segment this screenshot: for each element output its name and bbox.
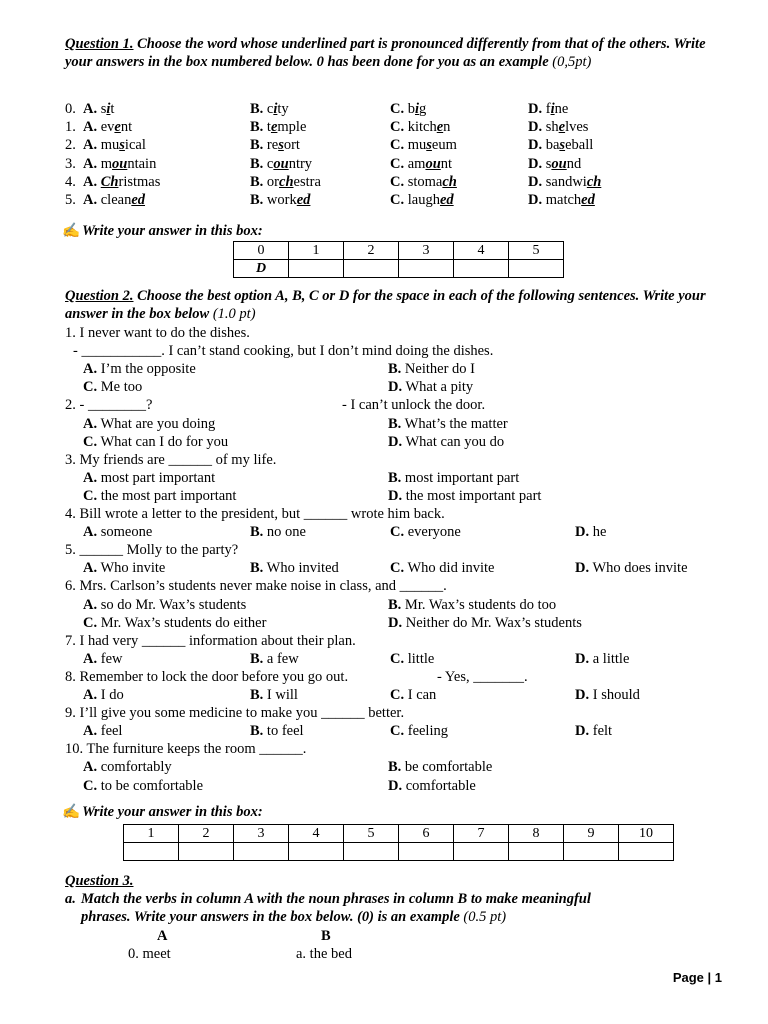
- q2-question-2-reply: - I can’t unlock the door.: [342, 397, 486, 414]
- option-letter: B.: [250, 119, 264, 136]
- option-letter: D.: [528, 137, 543, 154]
- q1-answer-box: [233, 241, 564, 278]
- q1-heading: [65, 35, 735, 71]
- q2-option-c: C. Who did invite: [390, 560, 495, 577]
- q1-option-c: [390, 191, 454, 209]
- q2-box-header: 10: [619, 825, 674, 843]
- q1-option-b: [250, 155, 312, 173]
- q1-word: laughed: [407, 192, 454, 208]
- q1-word: stomach: [407, 173, 457, 190]
- option-letter: B.: [250, 101, 264, 117]
- underlined-sound: ed: [581, 192, 595, 208]
- q1-item-number: 1.: [65, 119, 76, 136]
- q3-col-a-header: A: [157, 928, 168, 944]
- q1-word: kitchen: [407, 119, 451, 136]
- option-letter: D.: [528, 155, 543, 172]
- q1-item-number: 5.: [65, 192, 76, 208]
- q1-option-d: [528, 118, 588, 136]
- underlined-sound: ou: [551, 155, 567, 172]
- q1-word: orchestra: [266, 173, 321, 190]
- q1-option-d: [528, 136, 593, 154]
- option-letter: C.: [390, 119, 405, 136]
- q2-option-b: B. Mr. Wax’s students do too: [388, 596, 557, 613]
- q2-option-a: A. I’m the opposite: [83, 361, 196, 378]
- q2-points: (1.0 pt): [212, 306, 256, 322]
- q1-option-b: [250, 100, 289, 118]
- option-letter: C.: [390, 524, 405, 541]
- q2-box-answer-cell[interactable]: [564, 843, 619, 861]
- q1-word: country: [266, 155, 313, 172]
- q1-box-answer-cell[interactable]: [509, 260, 564, 278]
- option-letter: A.: [83, 192, 98, 208]
- q2-option-c: C. the most part important: [83, 487, 237, 504]
- q1-box-answer-cell[interactable]: [454, 260, 509, 278]
- q2-instruction: Choose the best option A, B, C or D for the space in each of the following sentences. Write your answer in the box below: [65, 288, 706, 322]
- q2-option-a: A. What are you doing: [83, 415, 216, 432]
- option-letter: C.: [390, 687, 405, 703]
- option-letter: B.: [250, 173, 264, 190]
- q2-box-answer-cell[interactable]: [179, 843, 234, 861]
- q2-box-answer-cell[interactable]: [124, 843, 179, 861]
- underlined-sound: ou: [425, 155, 441, 172]
- q1-option-d: [528, 155, 581, 173]
- q2-heading: [65, 287, 735, 323]
- q2-option-c: C. Me too: [83, 379, 143, 396]
- q2-option-d: D. I should: [575, 687, 640, 703]
- option-letter: B.: [388, 596, 402, 613]
- q2-box-answer-cell[interactable]: [509, 843, 564, 861]
- option-letter: D.: [388, 487, 403, 504]
- q2-question-1: 1. I never want to do the dishes.: [65, 325, 250, 341]
- q2-option-d: D. Who does invite: [575, 560, 688, 577]
- q2-question-10: 10. The furniture keeps the room ______.: [65, 741, 307, 758]
- underlined-sound: ch: [279, 173, 294, 190]
- option-letter: A.: [83, 469, 98, 486]
- q1-box-answer-cell[interactable]: [289, 260, 344, 278]
- underlined-sound: ed: [131, 192, 146, 208]
- q1-item-number: 0.: [65, 101, 76, 117]
- q1-word: amount: [407, 155, 453, 172]
- q1-word: sound: [545, 155, 582, 172]
- q2-box-answer-cell[interactable]: [344, 843, 399, 861]
- option-letter: D.: [388, 379, 403, 396]
- option-letter: A.: [83, 119, 98, 136]
- q1-word: event: [100, 119, 133, 136]
- option-letter: A.: [83, 361, 98, 378]
- option-letter: A.: [83, 524, 98, 541]
- q1-box-header: 0: [234, 242, 289, 260]
- underlined-sound: ed: [439, 192, 454, 208]
- q1-word: city: [266, 101, 289, 117]
- underlined-sound: ed: [296, 192, 311, 208]
- q2-option-d: D. comfortable: [388, 777, 476, 794]
- q1-word: shelves: [545, 119, 589, 136]
- option-letter: B.: [250, 192, 264, 208]
- q2-option-b: B. most important part: [388, 469, 520, 486]
- option-letter: D.: [575, 524, 590, 541]
- q2-box-answer-cell[interactable]: [454, 843, 509, 861]
- q1-box-header: 4: [454, 242, 509, 260]
- option-letter: B.: [250, 687, 264, 703]
- option-letter: D.: [528, 173, 543, 190]
- q1-option-c: [390, 173, 457, 191]
- q1-word: fine: [545, 101, 569, 117]
- q1-option-d: [528, 100, 568, 118]
- option-letter: D.: [388, 777, 403, 794]
- q1-option-c: [390, 155, 452, 173]
- q3a-instruction-1: Match the verbs in column A with the noun phrases in column B to make meaningful: [81, 891, 591, 907]
- q2-option-a: A. Who invite: [83, 560, 166, 577]
- option-letter: D.: [575, 723, 590, 740]
- option-letter: D.: [528, 192, 543, 208]
- option-letter: C.: [83, 777, 98, 794]
- q1-title: Question 1.: [65, 36, 134, 52]
- q1-option-a: [83, 118, 132, 136]
- q2-option-d: D. he: [575, 524, 607, 541]
- q2-write-label: ✍ Write your answer in this box:: [62, 804, 263, 820]
- q1-option-c: [390, 100, 426, 118]
- option-letter: D.: [575, 560, 590, 577]
- option-letter: C.: [390, 192, 405, 208]
- underlined-sound: s: [278, 137, 284, 154]
- option-letter: A.: [83, 650, 98, 667]
- option-letter: B.: [250, 155, 264, 172]
- option-letter: C.: [83, 487, 98, 504]
- option-letter: A.: [83, 687, 98, 703]
- q2-option-a: A. most part important: [83, 469, 216, 486]
- q1-word: resort: [266, 137, 300, 154]
- q1-box-header: 3: [399, 242, 454, 260]
- q2-question-4: 4. Bill wrote a letter to the president, but ______ wrote him back.: [65, 506, 445, 522]
- underlined-sound: i: [550, 101, 555, 117]
- q1-option-b: [250, 173, 321, 191]
- q1-option-a: [83, 100, 114, 118]
- q2-option-c: C. little: [390, 650, 435, 667]
- option-letter: B.: [250, 137, 264, 154]
- q1-instruction: Choose the word whose underlined part is pronounced differently from that of the others. Write your answers in the box numbered below. 0 has been done for you as an example: [65, 36, 706, 70]
- option-letter: A.: [83, 596, 98, 613]
- q2-option-b: B. What’s the matter: [388, 415, 508, 432]
- q2-question-5: 5. ______ Molly to the party?: [65, 542, 239, 559]
- page-footer: Page | 1: [672, 970, 722, 985]
- q1-word: mountain: [100, 155, 157, 172]
- option-letter: A.: [83, 137, 98, 154]
- q2-box-answer-cell[interactable]: [619, 843, 674, 861]
- underlined-sound: e: [270, 119, 278, 136]
- q2-box-header: 5: [344, 825, 399, 843]
- q2-option-b: B. Neither do I: [388, 361, 475, 378]
- option-letter: C.: [83, 433, 98, 450]
- q2-box-header: 9: [564, 825, 619, 843]
- q1-item-number: 4.: [65, 173, 76, 190]
- option-letter: B.: [250, 723, 264, 740]
- q3a-label: a.: [65, 891, 76, 907]
- underlined-sound: ch: [586, 173, 602, 190]
- option-letter: C.: [390, 650, 405, 667]
- underlined-sound: Ch: [100, 173, 119, 190]
- q1-option-a: [83, 191, 145, 209]
- option-letter: B.: [388, 469, 402, 486]
- option-letter: B.: [250, 560, 264, 577]
- q2-question-8: 8. Remember to lock the door before you go out.: [65, 668, 349, 685]
- option-letter: B.: [250, 524, 264, 541]
- q2-question-2: 2. - ________?: [65, 397, 153, 414]
- q1-option-b: [250, 191, 310, 209]
- q3-col-b-header: B: [321, 928, 331, 944]
- q2-option-a: A. so do Mr. Wax’s students: [83, 596, 247, 613]
- option-letter: D.: [528, 101, 543, 117]
- q2-option-d: D. What can you do: [388, 433, 505, 450]
- option-letter: C.: [390, 173, 405, 190]
- option-letter: C.: [390, 723, 405, 740]
- q2-option-d: D. What a pity: [388, 379, 474, 396]
- underlined-sound: e: [558, 119, 566, 136]
- q3-points: (0.5 pt): [463, 909, 507, 925]
- q2-option-c: C. feeling: [390, 723, 448, 740]
- q2-box-header: 7: [454, 825, 509, 843]
- option-letter: C.: [390, 155, 405, 172]
- q1-word: big: [407, 101, 427, 117]
- option-letter: C.: [390, 560, 405, 577]
- q2-option-a: A. comfortably: [83, 759, 172, 776]
- option-letter: C.: [83, 614, 98, 631]
- q1-word: sandwich: [545, 173, 602, 190]
- q2-box-header: 2: [179, 825, 234, 843]
- q2-option-b: B. Who invited: [250, 560, 339, 577]
- q2-option-d: D. Neither do Mr. Wax’s students: [388, 614, 582, 631]
- option-letter: A.: [83, 155, 98, 172]
- underlined-sound: i: [273, 101, 278, 117]
- q2-box-header: 4: [289, 825, 344, 843]
- q2-option-c: C. everyone: [390, 524, 461, 541]
- q1-points: (0,5pt): [552, 54, 592, 70]
- q2-option-c: C. Mr. Wax’s students do either: [83, 614, 267, 631]
- q1-box-header: 2: [344, 242, 399, 260]
- q2-answer-box: [123, 824, 674, 861]
- q2-question-3: 3. My friends are ______ of my life.: [65, 451, 277, 468]
- q2-box-header: 3: [234, 825, 289, 843]
- q2-option-a: A. feel: [83, 723, 123, 740]
- option-letter: A.: [83, 560, 98, 577]
- q2-question-8-reply: - Yes, _______.: [437, 668, 528, 685]
- option-letter: A.: [83, 173, 98, 190]
- q1-item-number: 3.: [65, 155, 76, 172]
- option-letter: A.: [83, 101, 98, 117]
- underlined-sound: i: [414, 101, 420, 117]
- option-letter: C.: [83, 379, 98, 396]
- q3-row0-a: 0. meet: [128, 946, 171, 962]
- option-letter: D.: [575, 650, 590, 667]
- q1-box-answer-cell[interactable]: [399, 260, 454, 278]
- q1-option-b: [250, 136, 300, 154]
- q1-box-answer-cell[interactable]: [344, 260, 399, 278]
- pencil-icon: ✍: [62, 223, 81, 239]
- q2-box-header: 1: [124, 825, 179, 843]
- underlined-sound: e: [436, 119, 444, 136]
- option-letter: D.: [388, 433, 403, 450]
- q2-option-b: B. a few: [250, 650, 299, 667]
- option-letter: B.: [388, 361, 402, 378]
- option-letter: B.: [250, 650, 264, 667]
- q2-option-a: A. I do: [83, 687, 124, 703]
- q1-write-label: ✍ Write your answer in this box:: [62, 223, 263, 239]
- q2-option-b: B. no one: [250, 524, 306, 541]
- q1-item-number: 2.: [65, 137, 76, 154]
- option-letter: C.: [390, 101, 405, 117]
- option-letter: A.: [83, 759, 98, 776]
- q2-box-answer-cell[interactable]: [234, 843, 289, 861]
- q3-row0-b: a. the bed: [296, 946, 352, 962]
- q1-option-a: [83, 136, 146, 154]
- q2-box-answer-cell[interactable]: [399, 843, 454, 861]
- q3-title: Question 3.: [65, 873, 134, 889]
- option-letter: A.: [83, 723, 98, 740]
- q1-option-d: [528, 191, 595, 209]
- q2-option-b: B. to feel: [250, 723, 304, 740]
- q2-box-answer-cell[interactable]: [289, 843, 344, 861]
- option-letter: D.: [575, 687, 590, 703]
- underlined-sound: s: [559, 137, 566, 154]
- underlined-sound: s: [119, 137, 125, 154]
- underlined-sound: e: [114, 119, 121, 136]
- q1-box-answer-cell[interactable]: D: [234, 260, 289, 278]
- q2-option-c: C. What can I do for you: [83, 433, 229, 450]
- q1-word: musical: [100, 137, 146, 154]
- q1-word: museum: [407, 137, 457, 154]
- q1-option-a: [83, 155, 156, 173]
- underlined-sound: ou: [273, 155, 289, 172]
- q2-option-b: B. be comfortable: [388, 759, 493, 776]
- q2-question-7: 7. I had very ______ information about their plan.: [65, 632, 356, 649]
- option-letter: B.: [388, 759, 402, 776]
- q2-option-d: D. a little: [575, 650, 630, 667]
- q3a-instruction-2: phrases. Write your answers in the box below. (0) is an example (0.5 pt): [81, 909, 507, 925]
- option-letter: B.: [388, 415, 402, 432]
- q1-word: temple: [266, 119, 307, 136]
- underlined-sound: ou: [112, 155, 128, 172]
- q1-box-header: 5: [509, 242, 564, 260]
- q2-box-header: 6: [399, 825, 454, 843]
- underlined-sound: i: [106, 101, 111, 117]
- underlined-sound: s: [426, 137, 432, 154]
- q2-option-d: D. felt: [575, 723, 613, 740]
- q2-option-d: D. the most important part: [388, 487, 542, 504]
- q1-word: Christmas: [100, 173, 161, 190]
- q2-option-a: A. few: [83, 650, 123, 667]
- q2-option-c: C. I can: [390, 687, 437, 703]
- q1-option-c: [390, 136, 457, 154]
- underlined-sound: ch: [442, 173, 457, 190]
- pencil-icon: ✍: [62, 804, 81, 820]
- q2-question-1-reply: - ___________. I can’t stand cooking, but I don’t mind doing the dishes.: [73, 343, 494, 360]
- q1-option-a: [83, 173, 160, 191]
- option-letter: D.: [528, 119, 543, 136]
- q1-box-header: 1: [289, 242, 344, 260]
- q1-option-b: [250, 118, 306, 136]
- q1-option-c: [390, 118, 450, 136]
- q1-word: worked: [266, 192, 311, 208]
- q3-heading: [65, 872, 735, 890]
- q2-question-6: 6. Mrs. Carlson’s students never make noise in class, and ______.: [65, 578, 447, 595]
- q1-word: sit: [100, 101, 115, 117]
- q2-option-c: C. to be comfortable: [83, 777, 203, 794]
- q1-word: cleaned: [100, 192, 146, 208]
- q2-title: Question 2.: [65, 288, 134, 304]
- q2-option-a: A. someone: [83, 524, 153, 541]
- q1-word: matched: [545, 192, 595, 208]
- q1-option-d: [528, 173, 601, 191]
- option-letter: C.: [390, 137, 405, 154]
- q2-option-b: B. I will: [250, 687, 298, 703]
- q2-box-header: 8: [509, 825, 564, 843]
- option-letter: D.: [388, 614, 403, 631]
- q2-question-9: 9. I’ll give you some medicine to make you ______ better.: [65, 705, 405, 722]
- q1-word: baseball: [545, 137, 594, 154]
- option-letter: A.: [83, 415, 98, 432]
